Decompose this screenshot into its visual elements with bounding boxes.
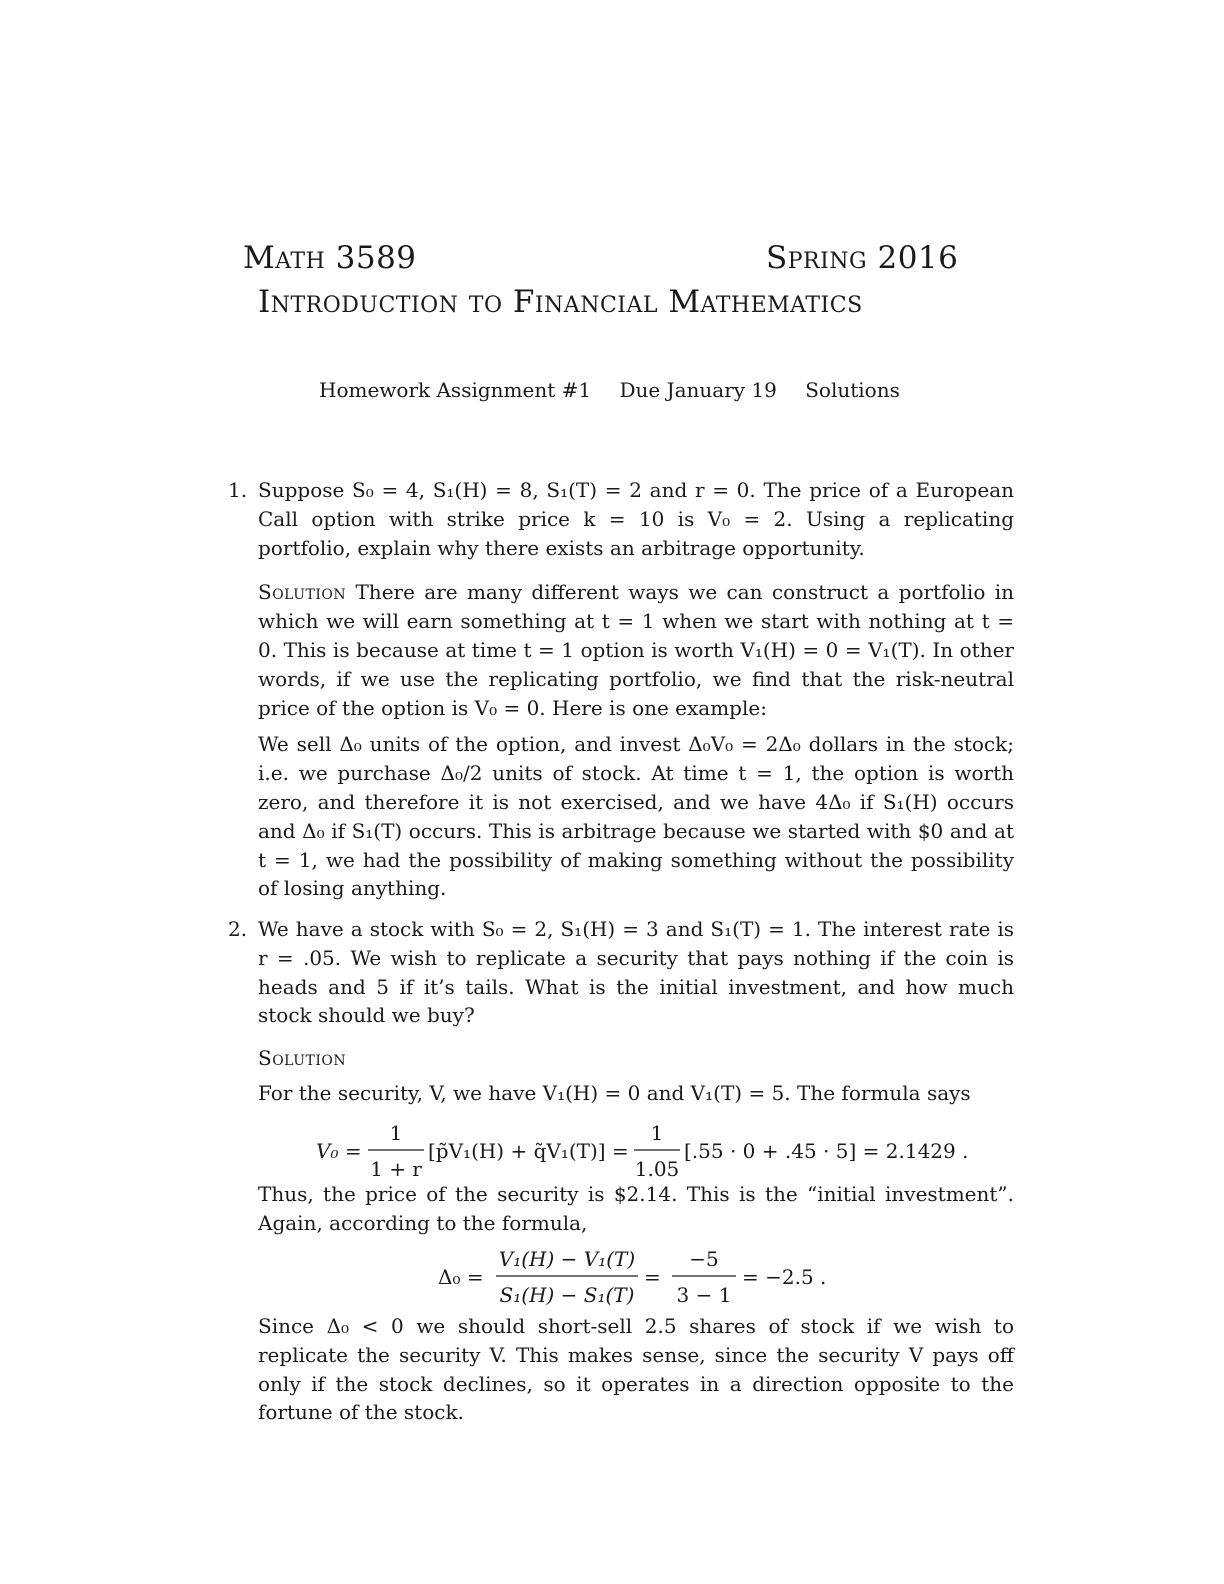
problem-number: 2. bbox=[228, 917, 248, 941]
solution-label: Solution bbox=[258, 580, 347, 605]
eq2-frac1-num: V₁(H) − V₁(T) bbox=[498, 1247, 636, 1271]
solution-intro: For the security, V, we have V₁(H) = 0 and V₁(T) = 5. The formula says bbox=[258, 1080, 971, 1105]
eq2-frac1-den: S₁(H) − S₁(T) bbox=[499, 1283, 635, 1307]
assignment-kind: Solutions bbox=[805, 378, 900, 402]
equation-delta bbox=[430, 1242, 850, 1312]
eq2-lhs: Δ₀ = bbox=[438, 1265, 484, 1289]
problem-2-continued bbox=[228, 1180, 1028, 1246]
equation-price bbox=[300, 1114, 980, 1184]
eq1-frac1-den: 1 + r bbox=[370, 1157, 422, 1181]
assignment-line bbox=[319, 378, 922, 402]
problem-question: We have a stock with S₀ = 2, S₁(H) = 3 and S₁(T) = 1. The interest rate is r = .05. We wish to replicate a security that pays nothing if the coin is heads and 5 if it’s tails. What is the initial investment, and how much stock should we buy? bbox=[258, 917, 1014, 1028]
problem-2 bbox=[228, 915, 1028, 1116]
term: Spring 2016 bbox=[766, 240, 959, 276]
eq2-frac2-den: 3 − 1 bbox=[676, 1283, 732, 1307]
solution-after-eq1: Thus, the price of the security is $2.14. This is the “initial investment”. Again, according to the formula, bbox=[258, 1182, 1014, 1235]
problem-1 bbox=[228, 476, 1028, 911]
solution-example: We sell Δ₀ units of the option, and invest Δ₀V₀ = 2Δ₀ dollars in the stock; i.e. we purchase Δ₀/2 units of stock. At time t = 1, the option is worth zero, and therefore it is not exercised, and we have 4Δ₀ if S₁(H) occurs and Δ₀ if S₁(T) occurs. This is arbitrage because we started with $0 and at t = 1, we had the possibility of making something without the possibility of losing anything. bbox=[258, 732, 1014, 901]
eq1-lhs: V₀ = bbox=[316, 1139, 362, 1163]
assignment-name: Homework Assignment #1 bbox=[319, 378, 592, 402]
eq2-rhs: = −2.5 . bbox=[742, 1265, 827, 1289]
solution-label: Solution bbox=[258, 1046, 347, 1071]
eq1-frac2-num: 1 bbox=[650, 1121, 664, 1145]
course-number: Math 3589 bbox=[243, 240, 417, 276]
due-date: Due January 19 bbox=[619, 378, 777, 402]
solution-text: There are many different ways we can construct a portfolio in which we will earn something at t = 1 when we start with nothing at t = 0. This is because at time t = 1 option is worth V₁(H) = 0 = V₁(T). In other words, if we use the replicating portfolio, we find that the risk-neutral price of the option is V₀ = 0. Here is one example: bbox=[258, 580, 1014, 720]
eq1-rhs: [.55 · 0 + .45 · 5] = 2.1429 . bbox=[684, 1139, 969, 1163]
course-title: Introduction to Financial Mathematics bbox=[258, 284, 863, 320]
problem-question: Suppose S₀ = 4, S₁(H) = 8, S₁(T) = 2 and r = 0. The price of a European Call option with strike price k = 10 is V₀ = 2. Using a replicating portfolio, explain why there exists an arbitrage opportunity. bbox=[258, 478, 1014, 560]
problem-number: 1. bbox=[228, 478, 248, 502]
eq1-middle: [p̃V₁(H) + q̃V₁(T)] = bbox=[428, 1139, 629, 1163]
eq1-frac2-den: 1.05 bbox=[634, 1157, 680, 1181]
eq1-frac1-num: 1 bbox=[389, 1121, 403, 1145]
problem-2-conclusion bbox=[228, 1312, 1028, 1435]
solution-conclusion: Since Δ₀ < 0 we should short-sell 2.5 shares of stock if we wish to replicate the security V. This makes sense, since the security V pays off only if the stock declines, so it operates in a direction opposite to the fortune of the stock. bbox=[258, 1314, 1014, 1425]
eq2-middle: = bbox=[644, 1265, 661, 1289]
eq2-frac2-num: −5 bbox=[689, 1247, 719, 1271]
